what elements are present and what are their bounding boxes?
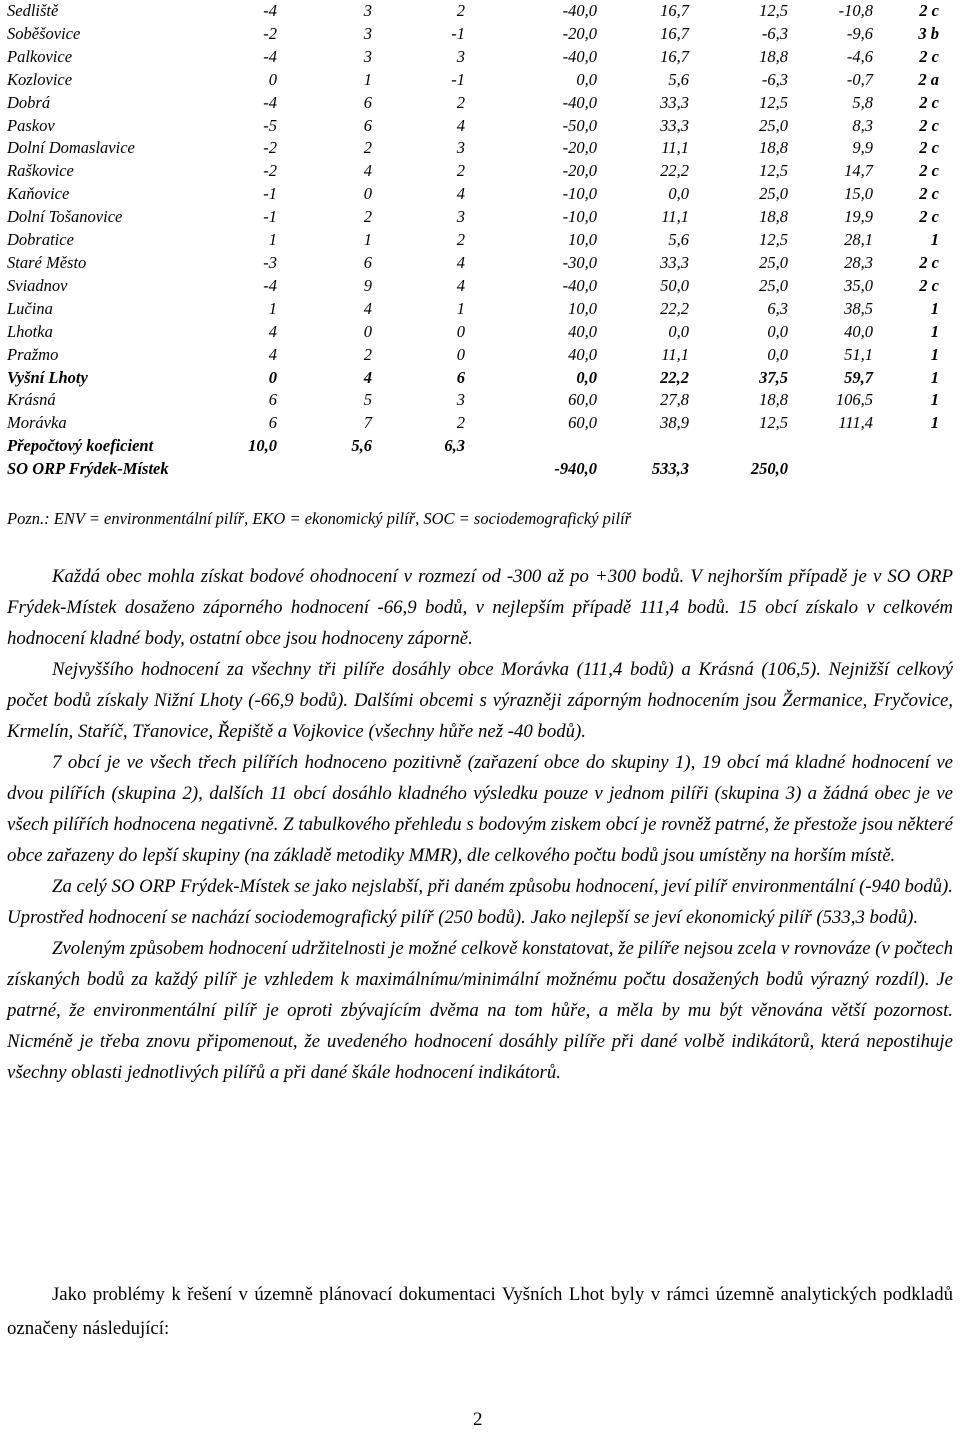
value-cell: 51,1 bbox=[844, 344, 873, 364]
value-cell: -1 bbox=[451, 69, 465, 89]
group-cell: 2 c bbox=[919, 138, 939, 158]
value-cell: 12,5 bbox=[759, 161, 788, 181]
value-cell: 3 bbox=[363, 46, 372, 66]
group-cell: 3 b bbox=[918, 23, 939, 43]
value-cell: 11,1 bbox=[661, 207, 689, 227]
value-cell: 0,0 bbox=[767, 344, 788, 364]
municipality-name: Soběšovice bbox=[7, 23, 81, 43]
value-cell: 12,5 bbox=[759, 1, 788, 20]
table-note: Pozn.: ENV = environmentální pilíř, EKO = ekonomický pilíř, SOC = sociodemografický pilíř bbox=[7, 509, 632, 528]
value-cell: 4 bbox=[363, 161, 372, 181]
value-cell: 4 bbox=[456, 252, 465, 272]
value-cell: -10,0 bbox=[562, 207, 597, 227]
value-cell: 3 bbox=[363, 1, 372, 20]
group-cell: 1 bbox=[930, 413, 939, 433]
page-number: 2 bbox=[473, 1409, 483, 1430]
municipality-name: Přepočtový koeficient bbox=[7, 436, 154, 456]
group-cell: 1 bbox=[930, 344, 939, 364]
value-cell: 50,0 bbox=[660, 275, 689, 295]
value-cell: 0,0 bbox=[576, 367, 597, 387]
group-cell: 2 c bbox=[919, 252, 939, 272]
value-cell: -20,0 bbox=[562, 161, 597, 181]
table-row bbox=[7, 0, 939, 23]
value-cell: 25,0 bbox=[759, 115, 788, 135]
table-row bbox=[7, 46, 939, 69]
value-cell: 60,0 bbox=[568, 390, 597, 410]
table-row bbox=[7, 389, 939, 412]
value-cell: 5 bbox=[363, 390, 372, 410]
municipality-name: Vyšní Lhoty bbox=[7, 367, 88, 387]
value-cell: -2 bbox=[263, 138, 277, 158]
value-cell: -5 bbox=[263, 115, 277, 135]
table-row bbox=[7, 92, 939, 115]
group-cell: 1 bbox=[930, 321, 939, 341]
table-row bbox=[7, 435, 939, 458]
group-cell: 1 bbox=[930, 298, 939, 318]
value-cell: 4 bbox=[268, 344, 277, 364]
value-cell bbox=[222, 458, 277, 481]
value-cell: -40,0 bbox=[562, 1, 597, 20]
municipality-name: Paskov bbox=[7, 115, 55, 135]
table-row bbox=[7, 458, 939, 481]
value-cell bbox=[788, 435, 873, 458]
value-cell: 59,7 bbox=[844, 367, 873, 387]
value-cell: -40,0 bbox=[562, 46, 597, 66]
value-cell: 4 bbox=[456, 275, 465, 295]
value-cell: 6 bbox=[363, 115, 372, 135]
value-cell: 0 bbox=[456, 344, 465, 364]
value-cell: 9 bbox=[363, 275, 372, 295]
value-cell: 33,3 bbox=[660, 92, 689, 112]
value-cell: -4,6 bbox=[846, 46, 873, 66]
value-cell: 33,3 bbox=[660, 115, 689, 135]
body-text-italic bbox=[7, 561, 953, 1088]
value-cell: 25,0 bbox=[759, 184, 788, 204]
municipality-name: Morávka bbox=[7, 413, 67, 433]
value-cell: 40,0 bbox=[844, 321, 873, 341]
table-row bbox=[7, 321, 939, 344]
value-cell: 0,0 bbox=[576, 69, 597, 89]
group-cell: 2 a bbox=[918, 69, 939, 89]
value-cell bbox=[277, 458, 372, 481]
group-cell: 2 c bbox=[919, 115, 939, 135]
value-cell: 3 bbox=[456, 207, 465, 227]
value-cell: 1 bbox=[268, 298, 277, 318]
table-row bbox=[7, 252, 939, 275]
value-cell bbox=[597, 435, 689, 458]
value-cell: -3 bbox=[263, 252, 277, 272]
value-cell: -2 bbox=[263, 23, 277, 43]
body-text-regular bbox=[7, 1278, 953, 1346]
value-cell: 12,5 bbox=[759, 230, 788, 250]
table-row bbox=[7, 344, 939, 367]
value-cell: 0,0 bbox=[668, 321, 689, 341]
municipality-name: Dobratice bbox=[7, 230, 74, 250]
group-cell bbox=[873, 458, 939, 481]
value-cell: 111,4 bbox=[838, 413, 873, 433]
group-cell: 2 c bbox=[919, 1, 939, 20]
table-row bbox=[7, 367, 939, 390]
value-cell: 22,2 bbox=[660, 367, 689, 387]
value-cell: 6,3 bbox=[767, 298, 788, 318]
table-row bbox=[7, 206, 939, 229]
score-table-body bbox=[7, 0, 939, 481]
value-cell: -2 bbox=[263, 161, 277, 181]
value-cell bbox=[689, 435, 788, 458]
municipality-name: Sviadnov bbox=[7, 275, 68, 295]
group-cell: 1 bbox=[930, 367, 939, 387]
value-cell: -940,0 bbox=[554, 459, 597, 479]
group-cell: 1 bbox=[930, 230, 939, 250]
value-cell: 2 bbox=[363, 207, 372, 227]
municipality-name: Raškovice bbox=[7, 161, 74, 181]
value-cell: 4 bbox=[363, 367, 372, 387]
value-cell bbox=[372, 458, 465, 481]
value-cell: 0,0 bbox=[767, 321, 788, 341]
value-cell: 10,0 bbox=[568, 230, 597, 250]
value-cell: 4 bbox=[456, 115, 465, 135]
value-cell: 18,8 bbox=[759, 390, 788, 410]
value-cell: 2 bbox=[456, 230, 465, 250]
value-cell: 10,0 bbox=[248, 436, 277, 456]
value-cell: -1 bbox=[263, 207, 277, 227]
municipality-name: Dobrá bbox=[7, 92, 51, 112]
municipality-name: Dolní Domaslavice bbox=[7, 138, 135, 158]
value-cell: 2 bbox=[363, 138, 372, 158]
value-cell: -6,3 bbox=[761, 69, 788, 89]
table-row bbox=[7, 412, 939, 435]
value-cell: 16,7 bbox=[660, 46, 689, 66]
value-cell: 5,6 bbox=[351, 436, 372, 456]
value-cell: -4 bbox=[263, 46, 277, 66]
value-cell: 250,0 bbox=[750, 459, 788, 479]
value-cell: 9,9 bbox=[852, 138, 873, 158]
value-cell: 6 bbox=[268, 390, 277, 410]
value-cell: 1 bbox=[363, 230, 372, 250]
value-cell: 6 bbox=[363, 92, 372, 112]
value-cell: 0,0 bbox=[668, 184, 689, 204]
value-cell: -6,3 bbox=[761, 23, 788, 43]
value-cell: 10,0 bbox=[568, 298, 597, 318]
value-cell: 28,3 bbox=[844, 252, 873, 272]
value-cell: 12,5 bbox=[759, 92, 788, 112]
value-cell: 2 bbox=[363, 344, 372, 364]
value-cell: 14,7 bbox=[844, 161, 873, 181]
value-cell: 38,9 bbox=[660, 413, 689, 433]
value-cell: 0 bbox=[363, 321, 372, 341]
table-row bbox=[7, 298, 939, 321]
municipality-name: Palkovice bbox=[7, 46, 73, 66]
value-cell: -10,8 bbox=[838, 1, 873, 20]
paragraph-4: Za celý SO ORP Frýdek-Místek se jako nejslabší, při daném způsobu hodnocení, jeví pilíř environmentální (-940 bodů). Uprostřed hodnocení se nachází sociodemografický pilíř (250 bodů). Jako nejlepší se jeví ekonomický pilíř (533,3 bodů). bbox=[7, 876, 953, 928]
value-cell: 40,0 bbox=[568, 321, 597, 341]
value-cell: 22,2 bbox=[660, 161, 689, 181]
score-table bbox=[7, 0, 939, 481]
value-cell: 1 bbox=[456, 298, 465, 318]
value-cell: -0,7 bbox=[846, 69, 873, 89]
value-cell: 12,5 bbox=[759, 413, 788, 433]
value-cell: 18,8 bbox=[759, 207, 788, 227]
municipality-name: Lučina bbox=[7, 298, 53, 318]
value-cell: 0 bbox=[456, 321, 465, 341]
value-cell: 3 bbox=[456, 390, 465, 410]
value-cell: 40,0 bbox=[568, 344, 597, 364]
table-row bbox=[7, 137, 939, 160]
value-cell: 0 bbox=[363, 184, 372, 204]
value-cell: 11,1 bbox=[661, 344, 689, 364]
value-cell: 15,0 bbox=[844, 184, 873, 204]
municipality-name: Kozlovice bbox=[7, 69, 73, 89]
value-cell: -50,0 bbox=[562, 115, 597, 135]
value-cell: 4 bbox=[363, 298, 372, 318]
value-cell: -1 bbox=[451, 23, 465, 43]
value-cell: 16,7 bbox=[660, 1, 689, 20]
value-cell: 0 bbox=[268, 367, 277, 387]
value-cell bbox=[788, 458, 873, 481]
value-cell: 19,9 bbox=[844, 207, 873, 227]
value-cell: 2 bbox=[456, 161, 465, 181]
value-cell: 28,1 bbox=[844, 230, 873, 250]
group-cell: 2 c bbox=[919, 275, 939, 295]
table-row bbox=[7, 229, 939, 252]
value-cell: 3 bbox=[363, 23, 372, 43]
value-cell: -4 bbox=[263, 275, 277, 295]
value-cell: 0 bbox=[268, 69, 277, 89]
municipality-name: Staré Město bbox=[7, 252, 87, 272]
value-cell: 7 bbox=[363, 413, 372, 433]
group-cell bbox=[873, 435, 939, 458]
value-cell: 106,5 bbox=[835, 390, 873, 410]
group-cell: 2 c bbox=[919, 161, 939, 181]
value-cell: -40,0 bbox=[562, 92, 597, 112]
value-cell: -10,0 bbox=[562, 184, 597, 204]
value-cell: 25,0 bbox=[759, 252, 788, 272]
paragraph-3: 7 obcí je ve všech třech pilířích hodnoceno pozitivně (zařazení obce do skupiny 1), 19 obcí má kladné hodnocení ve dvou pilířích (skupina 2), dalších 11 obcí dosáhlo kladného výsledku pouze v jednom pilíři (skupina 3) a žádná obec je ve všech pilířích hodnocena negativně. Z tabulkového přehledu s bodovým ziskem obcí je rovněž patrné, že přestože jsou některé obce zařazeny do lepší skupiny (na základě metodiky MMR), dle celkového počtu bodů jsou umístěny na horším místě. bbox=[7, 752, 953, 866]
value-cell: 5,6 bbox=[668, 230, 689, 250]
municipality-name: Lhotka bbox=[7, 321, 53, 341]
table-row bbox=[7, 160, 939, 183]
value-cell: 37,5 bbox=[759, 367, 788, 387]
value-cell: -4 bbox=[263, 1, 277, 20]
value-cell: -30,0 bbox=[562, 252, 597, 272]
municipality-name: Kaňovice bbox=[7, 184, 70, 204]
table-row bbox=[7, 275, 939, 298]
group-cell: 2 c bbox=[919, 92, 939, 112]
paragraph-2: Nejvyššího hodnocení za všechny tři pilíře dosáhly obce Morávka (111,4 bodů) a Krásná (106,5). Nejnižší celkový počet bodů získaly Nižní Lhoty (-66,9 bodů). Dalšími obcemi s výrazněji záporným hodnocením jsou Žermanice, Fryčovice, Krmelín, Staříč, Třanovice, Řepiště a Vojkovice (všechny hůře než -40 bodů). bbox=[7, 659, 953, 742]
closing-paragraph: Jako problémy k řešení v územně plánovací dokumentaci Vyšních Lhot byly v rámci územně analytických podkladů označeny následující: bbox=[7, 1284, 953, 1339]
value-cell: 8,3 bbox=[852, 115, 873, 135]
value-cell: 6 bbox=[363, 252, 372, 272]
value-cell: -9,6 bbox=[846, 23, 873, 43]
paragraph-5: Zvoleným způsobem hodnocení udržitelnosti je možné celkově konstatovat, že pilíře nejsou zcela v rovnováze (v počtech získaných bodů za každý pilíř je vzhledem k maximálnímu/minimální možnému počtu dosažených bodů výrazný rozdíl). Je patrné, že environmentální pilíř je oproti zbývajícím dvěma na tom hůře, a měla by mu být věnována větší pozornost. Nicméně je třeba znovu připomenout, že uvedeného hodnocení dosáhly pilíře při dané volbě indikátorů, která nepostihuje všechny oblasti jednotlivých pilířů a při dané škále hodnocení indikátorů. bbox=[7, 938, 953, 1083]
municipality-name: Sedliště bbox=[7, 1, 59, 20]
table-row bbox=[7, 183, 939, 206]
value-cell: 2 bbox=[456, 92, 465, 112]
value-cell: 2 bbox=[456, 413, 465, 433]
value-cell: 33,3 bbox=[660, 252, 689, 272]
value-cell: 6 bbox=[456, 367, 465, 387]
value-cell: -20,0 bbox=[562, 23, 597, 43]
value-cell: 18,8 bbox=[759, 46, 788, 66]
table-row bbox=[7, 23, 939, 46]
value-cell: 16,7 bbox=[660, 23, 689, 43]
value-cell: 27,8 bbox=[660, 390, 689, 410]
group-cell: 2 c bbox=[919, 184, 939, 204]
value-cell: 22,2 bbox=[660, 298, 689, 318]
value-cell: 6 bbox=[268, 413, 277, 433]
value-cell: 3 bbox=[456, 46, 465, 66]
value-cell: 11,1 bbox=[661, 138, 689, 158]
value-cell bbox=[465, 435, 597, 458]
value-cell: -1 bbox=[263, 184, 277, 204]
municipality-name: Pražmo bbox=[7, 344, 59, 364]
value-cell: 2 bbox=[456, 1, 465, 20]
value-cell: 60,0 bbox=[568, 413, 597, 433]
value-cell: 18,8 bbox=[759, 138, 788, 158]
value-cell: 5,6 bbox=[668, 69, 689, 89]
value-cell: 35,0 bbox=[844, 275, 873, 295]
paragraph-1: Každá obec mohla získat bodové ohodnocení v rozmezí od -300 až po +300 bodů. V nejhorším případě je v SO ORP Frýdek-Místek dosaženo záporného hodnocení -66,9 bodů, v nejlepším případě 111,4 bodů. 15 obcí získalo v celkovém hodnocení kladné body, ostatní obce jsou hodnoceny záporně. bbox=[7, 566, 953, 649]
value-cell: -20,0 bbox=[562, 138, 597, 158]
value-cell: 5,8 bbox=[852, 92, 873, 112]
value-cell: 1 bbox=[363, 69, 372, 89]
table-row bbox=[7, 115, 939, 138]
value-cell: 3 bbox=[456, 138, 465, 158]
value-cell: -40,0 bbox=[562, 275, 597, 295]
municipality-name: Krásná bbox=[7, 390, 56, 410]
group-cell: 2 c bbox=[919, 207, 939, 227]
municipality-name: SO ORP Frýdek-Místek bbox=[7, 459, 169, 479]
value-cell: 4 bbox=[456, 184, 465, 204]
group-cell: 2 c bbox=[919, 46, 939, 66]
value-cell: -4 bbox=[263, 92, 277, 112]
table-row bbox=[7, 69, 939, 92]
value-cell: 1 bbox=[268, 230, 277, 250]
value-cell: 533,3 bbox=[651, 459, 689, 479]
value-cell: 6,3 bbox=[444, 436, 465, 456]
value-cell: 25,0 bbox=[759, 275, 788, 295]
municipality-name: Dolní Tošanovice bbox=[7, 207, 123, 227]
group-cell: 1 bbox=[930, 390, 939, 410]
value-cell: 4 bbox=[268, 321, 277, 341]
value-cell: 38,5 bbox=[844, 298, 873, 318]
